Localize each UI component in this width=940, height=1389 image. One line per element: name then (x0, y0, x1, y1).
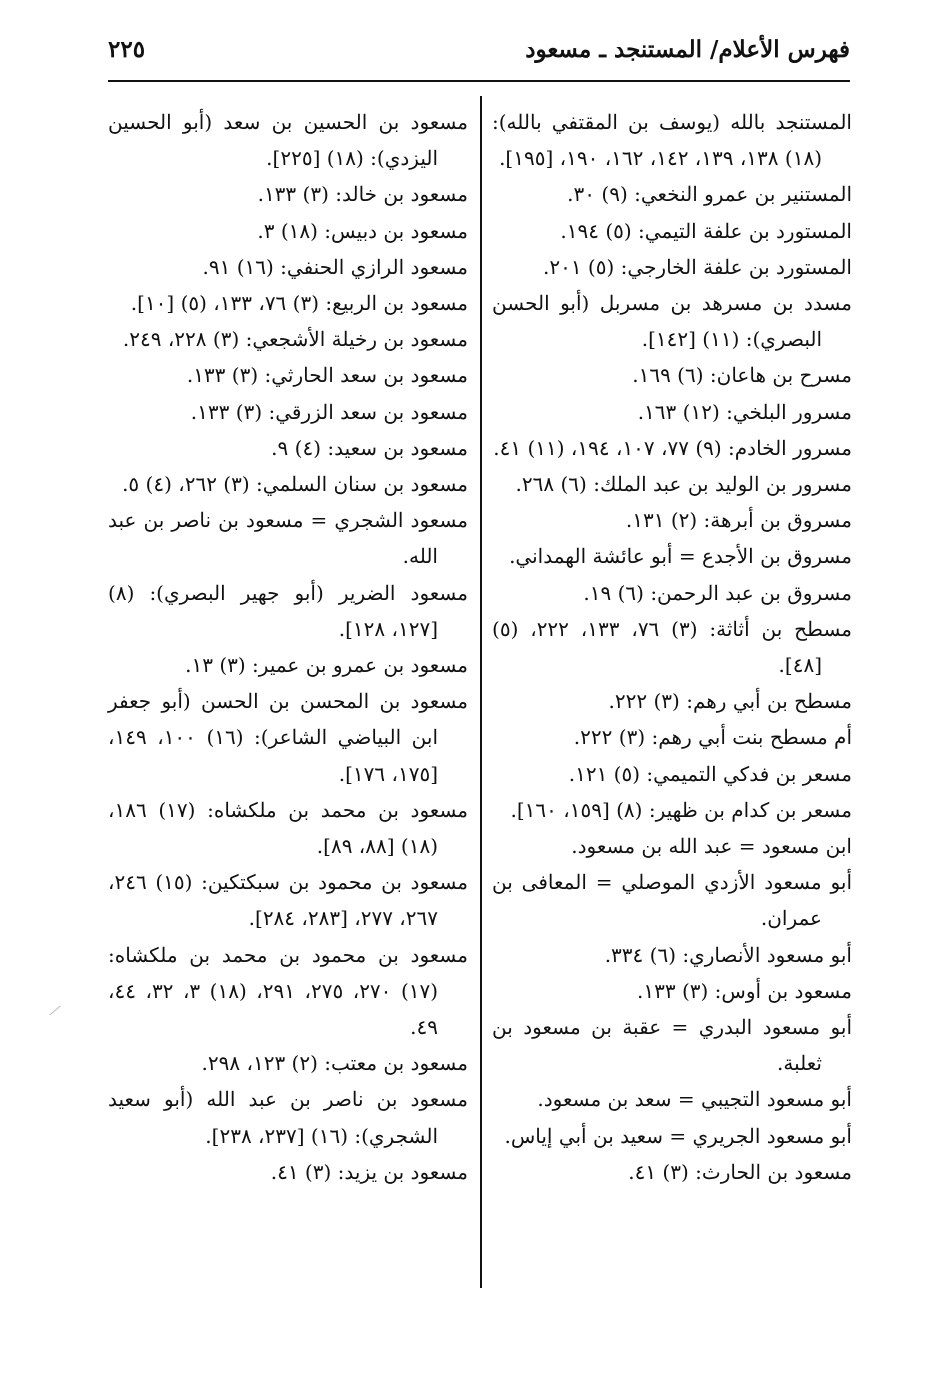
index-entry: أبو مسعود البدري = عقبة بن مسعود بن ثعلبة. (492, 1015, 853, 1076)
index-column-left (108, 104, 468, 1190)
index-entry: مسعود بن خالد: (٣) ١٣٣. (257, 182, 468, 207)
index-column-right (492, 104, 852, 1190)
index-entry: المستنجد بالله (يوسف بن المقتفي بالله): (١٨) ١٣٨، ١٣٩، ١٤٢، ١٦٢، ١٩٠، [١٩٥]. (492, 110, 852, 171)
index-entry: مسعود بن رخيلة الأشجعي: (٣) ٢٢٨، ٢٤٩. (122, 327, 468, 352)
index-entry: مسرور البلخي: (١٢) ١٦٣. (637, 399, 852, 424)
index-entry: مسعود الشجري = مسعود بن ناصر بن عبد الله. (108, 508, 468, 569)
index-entry: مسدد بن مسرهد بن مسربل (أبو الحسن البصري): (١١) [١٤٢]. (492, 291, 852, 352)
index-entry: مسعود بن سعيد: (٤) ٩. (271, 435, 468, 460)
index-entry: مسروق بن الأجدع = أبو عائشة الهمداني. (509, 544, 852, 569)
running-title: فهرس الأعلام/ المستنجد ـ مسعود (525, 36, 850, 63)
index-entry: مسعود بن سنان السلمي: (٣) ٢٦٢، (٤) ٥. (122, 472, 468, 497)
index-entry: مسعود بن دبيس: (١٨) ٣. (257, 218, 468, 243)
index-entry: مسعود بن أوس: (٣) ١٣٣. (637, 978, 852, 1003)
index-entry: أبو مسعود التجيبي = سعد بن مسعود. (537, 1087, 852, 1112)
index-entry: المستورد بن علفة الخارجي: (٥) ٢٠١. (542, 254, 852, 279)
column-divider (480, 96, 482, 1288)
index-entry: مسعود بن المحسن بن الحسن (أبو جعفر ابن البياضي الشاعر): (١٦) ١٠٠، ١٤٩، [١٧٥، ١٧٦]. (108, 689, 468, 786)
index-entry: أم مسطح بنت أبي رهم: (٣) ٢٢٢. (573, 725, 852, 750)
index-entry: مسعر بن فدكي التميمي: (٥) ١٢١. (568, 761, 852, 786)
index-entry: مسعود بن سعد الزرقي: (٣) ١٣٣. (190, 399, 468, 424)
index-entry: مسعود بن محمود بن سبكتكين: (١٥) ٢٤٦، ٢٦٧، ٢٧٧، [٢٨٣، ٢٨٤]. (108, 870, 468, 931)
page-number: ٢٢٥ (108, 36, 146, 63)
index-entry: مسعود بن الحارث: (٣) ٤١. (628, 1159, 852, 1184)
index-entry: مسعود بن الربيع: (٣) ٧٦، ١٣٣، (٥) [١٠]. (130, 291, 468, 316)
index-entry: مسعود بن محمود بن محمد بن ملكشاه: (١٧) ٢٧٠، ٢٧٥، ٢٩١، (١٨) ٣، ٣٢، ٤٤، ٤٩. (108, 942, 468, 1040)
index-entry: المستورد بن علفة التيمي: (٥) ١٩٤. (560, 218, 852, 243)
index-entry: ابن مسعود = عبد الله بن مسعود. (571, 834, 852, 859)
index-entry: مسعود الضرير (أبو جهير البصري): (٨) [١٢٧، ١٢٨]. (108, 580, 468, 641)
index-entry: مسعود بن يزيد: (٣) ٤١. (270, 1159, 468, 1184)
index-entry: أبو مسعود الأزدي الموصلي = المعافى بن عمران. (492, 870, 852, 931)
index-entry: أبو مسعود الأنصاري: (٦) ٣٣٤. (604, 942, 852, 967)
index-entry: المستنير بن عمرو النخعي: (٩) ٣٠. (567, 182, 852, 207)
index-entry: مسطح بن أثاثة: (٣) ٧٦، ١٣٣، ٢٢٢، (٥) [٤٨]. (492, 616, 853, 678)
index-entry: مسعود الرازي الحنفي: (١٦) ٩١. (202, 254, 468, 279)
index-entry: مسعر بن كدام بن ظهير: (٨) [١٥٩، ١٦٠]. (510, 797, 852, 822)
index-entry: مسرح بن هاعان: (٦) ١٦٩. (632, 363, 852, 388)
index-entry: مسرور بن الوليد بن عبد الملك: (٦) ٢٦٨. (515, 472, 852, 497)
index-entry: مسروق بن عبد الرحمن: (٦) ١٩. (583, 580, 852, 605)
index-entry: مسعود بن ناصر بن عبد الله (أبو سعيد الشجري): (١٦) [٢٣٧، ٢٣٨]. (108, 1087, 468, 1148)
index-entry: أبو مسعود الجريري = سعيد بن أبي إياس. (504, 1123, 852, 1148)
index-entry: مسعود بن محمد بن ملكشاه: (١٧) ١٨٦، (١٨) [٨٨، ٨٩]. (108, 797, 468, 859)
index-entry: مسعود بن معتب: (٢) ١٢٣، ٢٩٨. (201, 1051, 468, 1076)
index-entry: مسرور الخادم: (٩) ٧٧، ١٠٧، ١٩٤، (١١) ٤١. (493, 435, 852, 460)
index-entry: مسعود بن سعد الحارثي: (٣) ١٣٣. (186, 363, 468, 388)
index-entry: مسعود بن عمرو بن عمير: (٣) ١٣. (185, 653, 468, 678)
index-entry: مسروق بن أبرهة: (٢) ١٣١. (625, 508, 852, 533)
index-entry: مسطح بن أبي رهم: (٣) ٢٢٢. (608, 689, 852, 714)
index-entry: مسعود بن الحسين بن سعد (أبو الحسين اليزدي): (١٨) [٢٢٥]. (108, 110, 468, 171)
page-header (108, 36, 850, 82)
margin-pencil-mark (49, 1006, 60, 1016)
